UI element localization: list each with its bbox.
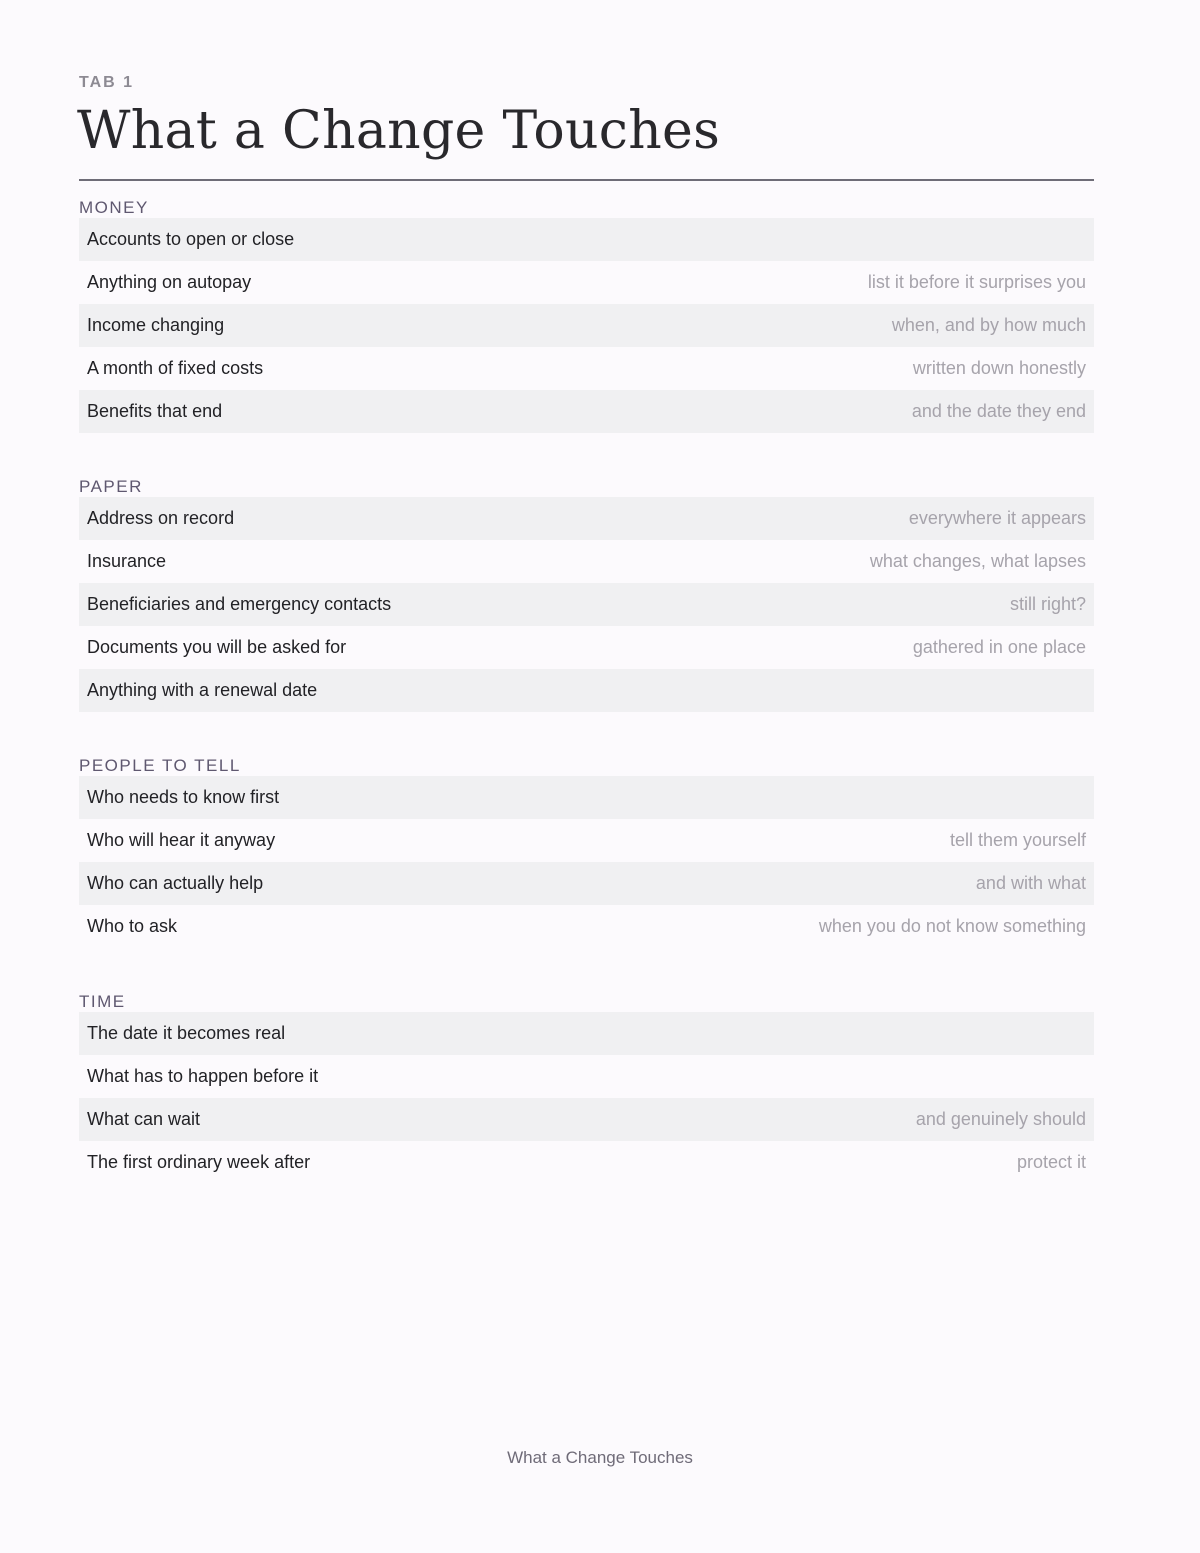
item-label: Beneficiaries and emergency contacts <box>87 594 392 614</box>
item-note: written down honestly <box>912 358 1086 378</box>
item-label: Insurance <box>87 551 167 571</box>
item-label: A month of fixed costs <box>87 358 264 378</box>
item-label: Address on record <box>87 508 235 528</box>
item-note: what changes, what lapses <box>869 551 1086 571</box>
list-item <box>79 776 1094 819</box>
section-people-to-tell <box>79 756 1094 948</box>
list-item <box>79 497 1094 540</box>
section-time <box>79 992 1094 1184</box>
item-note: and genuinely should <box>915 1109 1086 1129</box>
item-note: and with what <box>975 873 1086 893</box>
list-item <box>79 905 1094 948</box>
list-item <box>79 304 1094 347</box>
list-item <box>79 1098 1094 1141</box>
item-label: Benefits that end <box>87 401 223 421</box>
list-item <box>79 1055 1094 1098</box>
item-label: Anything with a renewal date <box>87 680 318 700</box>
item-label: Documents you will be asked for <box>87 637 347 657</box>
item-note: protect it <box>1016 1152 1086 1172</box>
checklist-sections <box>79 198 1094 1228</box>
row-list <box>79 218 1094 433</box>
item-note: when you do not know something <box>818 916 1086 936</box>
item-label: Who to ask <box>87 916 178 936</box>
item-label: Who will hear it anyway <box>87 830 276 850</box>
item-note: everywhere it appears <box>908 508 1086 528</box>
section-heading: PAPER <box>79 477 143 496</box>
item-label: Income changing <box>87 315 225 335</box>
item-note: and the date they end <box>911 401 1086 421</box>
page-footer: What a Change Touches <box>507 1448 693 1467</box>
item-label: The date it becomes real <box>87 1023 286 1043</box>
item-note: gathered in one place <box>912 637 1086 657</box>
page-title: What a Change Touches <box>77 101 721 161</box>
section-heading: PEOPLE TO TELL <box>79 756 241 775</box>
row-list <box>79 776 1094 948</box>
list-item <box>79 583 1094 626</box>
item-note: list it before it surprises you <box>867 272 1086 292</box>
list-item <box>79 540 1094 583</box>
item-label: What has to happen before it <box>87 1066 319 1086</box>
item-label: The first ordinary week after <box>87 1152 311 1172</box>
item-note: when, and by how much <box>891 315 1086 335</box>
list-item <box>79 669 1094 712</box>
list-item <box>79 218 1094 261</box>
item-label: Accounts to open or close <box>87 229 295 249</box>
section-paper <box>79 477 1094 712</box>
list-item <box>79 1012 1094 1055</box>
item-label: What can wait <box>87 1109 201 1129</box>
row-list <box>79 1012 1094 1184</box>
tab-label: TAB 1 <box>79 74 135 91</box>
list-item <box>79 261 1094 304</box>
item-label: Anything on autopay <box>87 272 252 292</box>
title-divider <box>79 179 1094 181</box>
row-list <box>79 497 1094 712</box>
list-item <box>79 1141 1094 1184</box>
list-item <box>79 347 1094 390</box>
item-label: Who needs to know first <box>87 787 280 807</box>
list-item <box>79 390 1094 433</box>
list-item <box>79 819 1094 862</box>
list-item <box>79 862 1094 905</box>
section-heading: MONEY <box>79 198 149 217</box>
item-note: still right? <box>1009 594 1086 614</box>
section-heading: TIME <box>79 992 126 1011</box>
item-label: Who can actually help <box>87 873 264 893</box>
section-money <box>79 198 1094 433</box>
list-item <box>79 626 1094 669</box>
item-note: tell them yourself <box>949 830 1086 850</box>
